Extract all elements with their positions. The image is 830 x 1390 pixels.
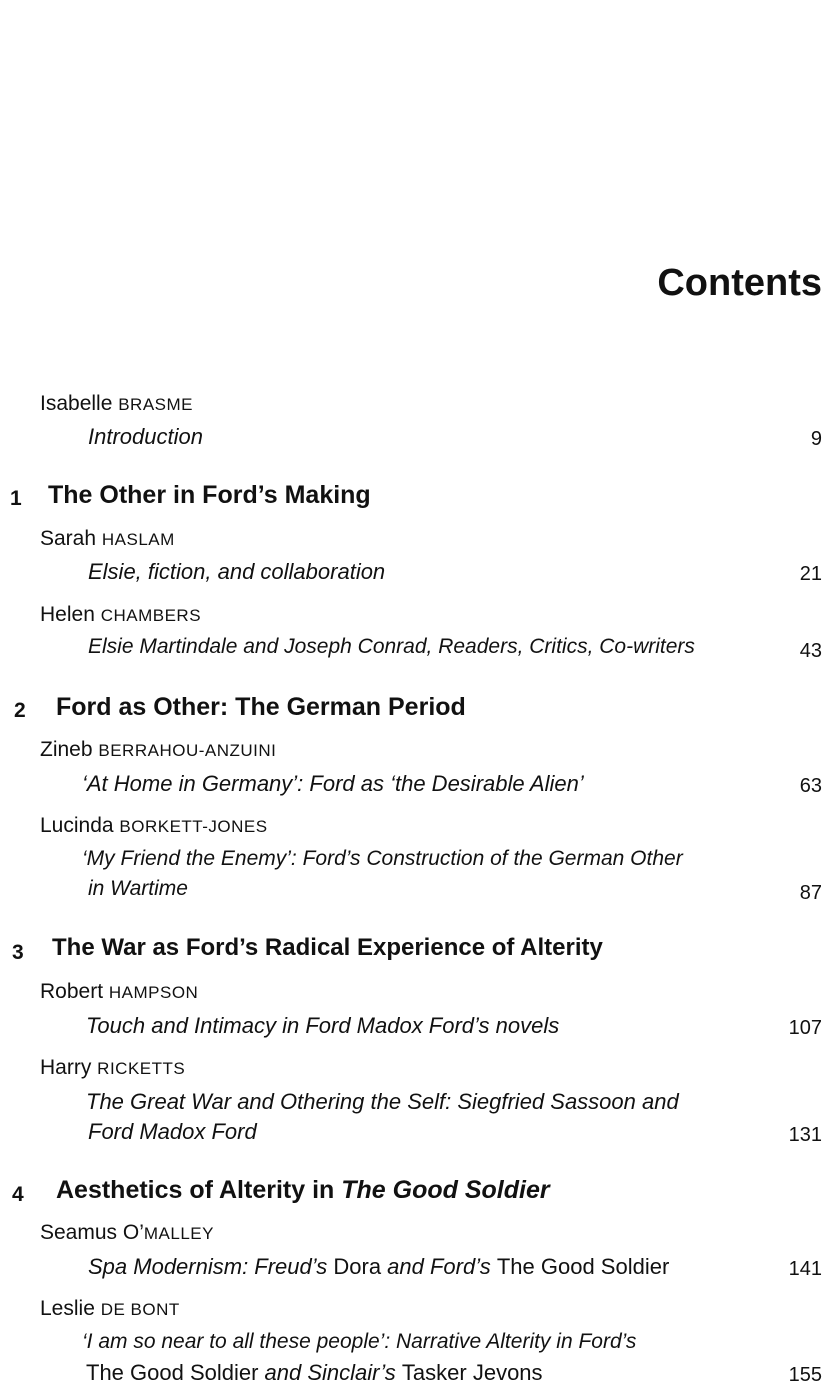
page-number: 131 [788,1124,822,1146]
author [40,392,193,416]
page-number: 87 [799,882,822,904]
chapter-title: Elsie, fiction, and collaboration [88,559,386,584]
page-number: 107 [788,1017,822,1039]
part-number: 4 [12,1183,24,1206]
page-number: 43 [799,640,822,662]
author-last: HASLAM [101,530,175,549]
author [40,603,201,627]
page-number: 141 [788,1258,822,1280]
chapter-title: Touch and Intimacy in Ford Madox Ford’s novels [86,1013,560,1038]
page-number: 63 [799,775,822,797]
author-first: Helen [40,603,101,626]
part-title: Ford as Other: The German Period [56,693,466,721]
author-last: MALLEY [143,1224,214,1243]
part-number: 3 [12,941,24,964]
author-first: Harry [40,1056,98,1079]
part-title-work: The Good Soldier [341,1176,550,1204]
author-last: CHAMBERS [100,606,202,625]
page-number: 21 [799,563,822,585]
author-last: BRASME [118,395,194,414]
title-work: Dora [333,1254,382,1279]
author-first: Lucinda [40,814,120,837]
chapter-title [88,1254,669,1280]
author-last: RICKETTS [97,1059,186,1078]
author-first: Isabelle [40,392,119,415]
author-first: Sarah [40,527,102,550]
author-first: Robert [40,980,109,1003]
chapter-title: The Great War and Othering the Self: Siegfried Sassoon and [86,1089,679,1114]
part-number: 2 [14,699,26,722]
part-number: 1 [10,487,22,510]
chapter-title-cont [86,1360,543,1386]
author-first: Zineb [40,738,99,761]
author-last: DE BONT [100,1300,180,1319]
chapter-title: ‘At Home in Germany’: Ford as ‘the Desirable Alien’ [82,771,584,796]
title-work: Tasker Jevons [401,1360,543,1385]
title-work: The Good Soldier [86,1360,259,1385]
page-number: 155 [788,1364,822,1386]
author [40,738,276,762]
author-last: BORKETT-JONES [119,817,268,836]
author-last: HAMPSON [108,983,199,1002]
author [40,527,175,551]
chapter-title-cont: in Wartime [88,877,188,900]
title-part: and Sinclair’s [258,1360,402,1385]
chapter-title-cont: Ford Madox Ford [88,1119,257,1144]
chapter-title: ‘I am so near to all these people’: Narrative Alterity in Ford’s [82,1330,637,1353]
part-title-text: Aesthetics of Alterity in [56,1176,342,1204]
part-title [56,1176,550,1205]
chapter-title: Elsie Martindale and Joseph Conrad, Readers, Critics, Co-writers [88,635,695,658]
chapter-title: Introduction [88,424,203,449]
title-work: The Good Soldier [496,1254,670,1279]
page-title: Contents [657,262,822,304]
chapter-title: ‘My Friend the Enemy’: Ford’s Construction of the German Other [82,847,683,870]
page-number: 9 [810,428,822,450]
author-last: BERRAHOU-ANZUINI [98,741,277,760]
part-title: The War as Ford’s Radical Experience of Alterity [52,934,603,961]
author [40,1297,180,1321]
author [40,1221,214,1245]
author [40,814,268,838]
author [40,1056,185,1080]
author [40,980,198,1004]
title-part: and Ford’s [381,1254,497,1279]
part-title: The Other in Ford’s Making [48,481,371,509]
author-first: Seamus O’ [40,1221,144,1244]
title-part: Spa Modernism: Freud’s [88,1254,334,1279]
author-first: Leslie [40,1297,101,1320]
